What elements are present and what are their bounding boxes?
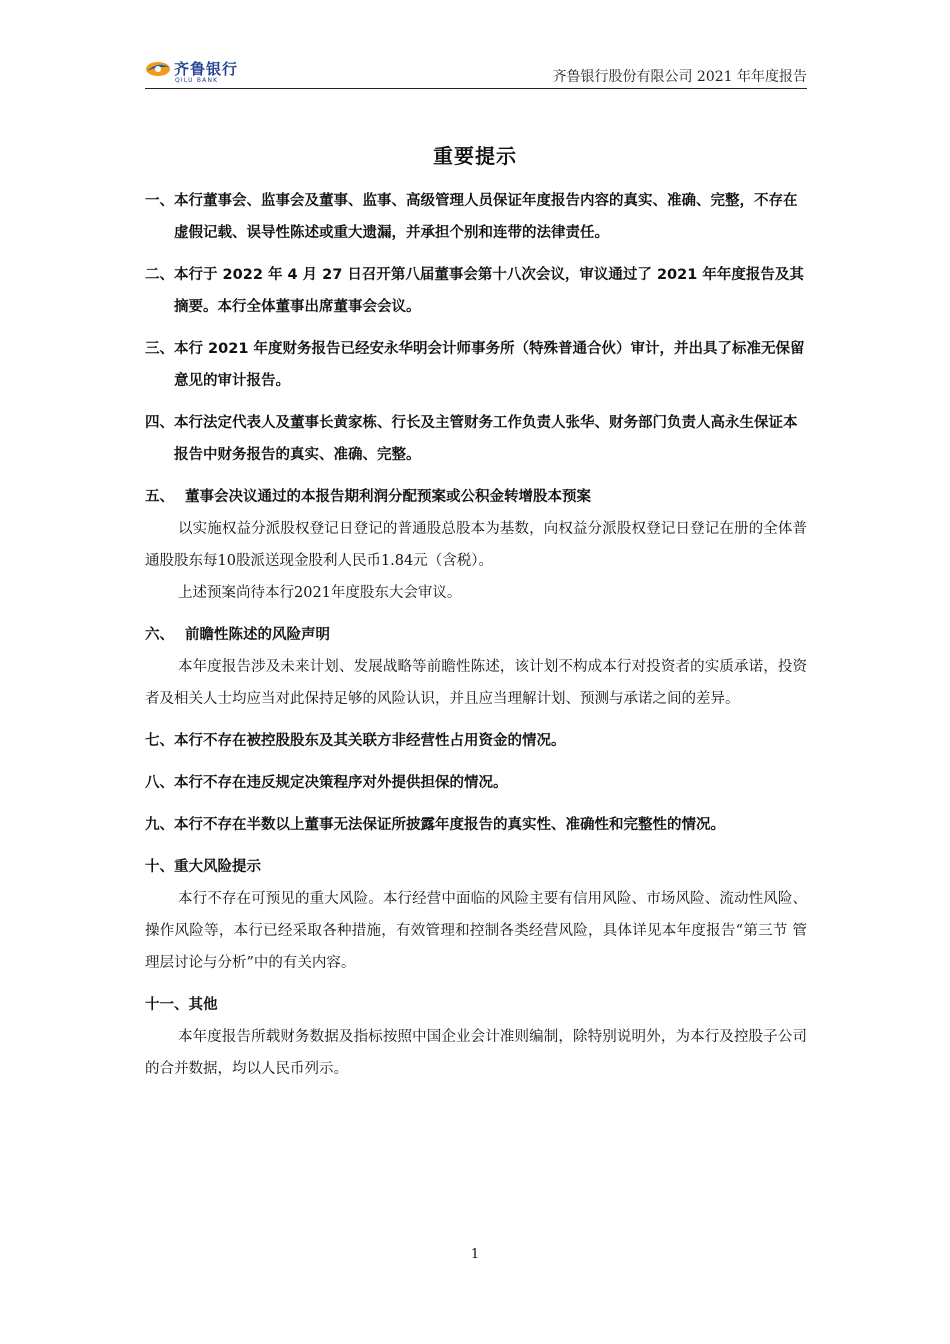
section-6-title: 前瞻性陈述的风险声明	[185, 627, 330, 643]
bank-logo	[145, 56, 255, 84]
section-7: 七、本行不存在被控股股东及其关联方非经营性占用资金的情况。	[145, 733, 566, 749]
page-number: 1	[470, 1247, 480, 1262]
section-10-heading: 十、重大风险提示	[145, 859, 261, 875]
section-1: 一、本行董事会、监事会及董事、监事、高级管理人员保证年度报告内容的真实、准确、完整，不存在虚假记载、误导性陈述或重大遗漏，并承担个别和连带的法律责任。	[145, 193, 798, 241]
section-6-paragraph-1: 本年度报告涉及未来计划、发展战略等前瞻性陈述，该计划不构成本行对投资者的实质承诺，投资者及相关人士均应当对此保持足够的风险认识，并且应当理解计划、预测与承诺之间的差异。	[145, 659, 807, 707]
page-title: 重要提示	[433, 144, 517, 168]
logo-text-en: QILU BANK	[175, 77, 219, 84]
section-11-paragraph-1: 本年度报告所载财务数据及指标按照中国企业会计准则编制，除特别说明外，为本行及控股子公司的合并数据，均以人民币列示。	[145, 1029, 807, 1077]
section-5-number: 五、	[145, 489, 174, 505]
section-2: 二、本行于 2022 年 4 月 27 日召开第八届董事会第十八次会议，审议通过了 2021 年年度报告及其摘要。本行全体董事出席董事会会议。	[145, 267, 804, 315]
section-4: 四、本行法定代表人及董事长黄家栋、行长及主管财务工作负责人张华、财务部门负责人高永生保证本报告中财务报告的真实、准确、完整。	[145, 415, 798, 463]
section-11-heading: 十一、其他	[145, 997, 218, 1013]
section-5	[145, 481, 807, 609]
report-header-title: 齐鲁银行股份有限公司 2021 年年度报告	[552, 69, 807, 85]
section-6-number: 六、	[145, 627, 174, 643]
section-5-paragraph-2: 上述预案尚待本行2021年度股东大会审议。	[178, 585, 462, 601]
page-header	[145, 52, 807, 89]
section-5-heading	[145, 481, 807, 513]
section-10	[145, 851, 807, 979]
section-10-paragraph-1: 本行不存在可预见的重大风险。本行经营中面临的风险主要有信用风险、市场风险、流动性风险、操作风险等，本行已经采取各种措施，有效管理和控制各类经营风险，具体详见本年度报告“第三节 管理层讨论与分析”中的有关内容。	[145, 891, 807, 971]
document-body	[145, 185, 807, 1095]
section-6	[145, 619, 807, 715]
section-5-title: 董事会决议通过的本报告期利润分配预案或公积金转增股本预案	[185, 489, 591, 505]
section-11	[145, 989, 807, 1085]
bank-logo-icon	[145, 58, 171, 80]
section-3: 三、本行 2021 年度财务报告已经安永华明会计师事务所（特殊普通合伙）审计，并出具了标准无保留意见的审计报告。	[145, 341, 805, 389]
section-9: 九、本行不存在半数以上董事无法保证所披露年度报告的真实性、准确性和完整性的情况。	[145, 817, 725, 833]
section-6-heading	[145, 619, 807, 651]
logo-text-cn: 齐鲁银行	[174, 60, 239, 78]
section-8: 八、本行不存在违反规定决策程序对外提供担保的情况。	[145, 775, 508, 791]
section-5-paragraph-1: 以实施权益分派股权登记日登记的普通股总股本为基数，向权益分派股权登记日登记在册的全体普通股股东每10股派送现金股利人民币1.84元（含税）。	[145, 521, 807, 569]
